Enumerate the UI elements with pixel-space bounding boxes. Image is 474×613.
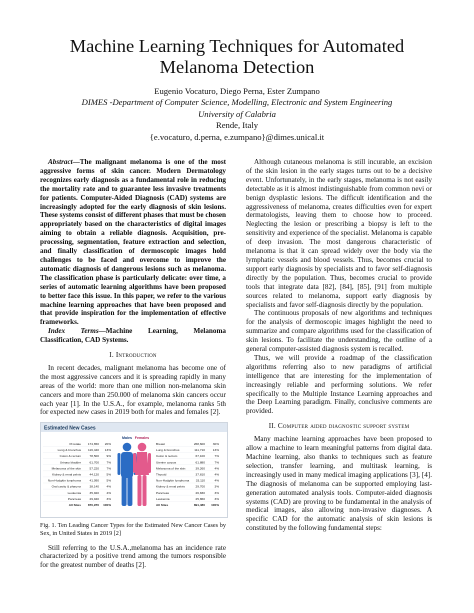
female-site: Leukemia bbox=[156, 497, 170, 502]
female-cases: 37,810 bbox=[195, 472, 205, 477]
left-column bbox=[40, 158, 226, 570]
author-university: University of Calabria bbox=[198, 108, 276, 119]
female-row bbox=[156, 442, 219, 446]
male-site: Lung & bronchus bbox=[57, 448, 81, 453]
female-row bbox=[156, 473, 219, 477]
male-site: All Sites bbox=[68, 503, 81, 508]
male-silhouette-icon bbox=[118, 443, 137, 506]
male-cases: 174,650 bbox=[87, 442, 99, 447]
male-site: Prostate bbox=[69, 442, 81, 447]
female-table bbox=[156, 442, 219, 507]
male-site: Urinary bladder bbox=[59, 460, 81, 465]
female-pct: 30% bbox=[212, 442, 219, 447]
female-site: All Sites bbox=[156, 503, 169, 508]
female-row bbox=[156, 461, 219, 465]
female-pct: 4% bbox=[214, 466, 219, 471]
male-pct: 20% bbox=[104, 442, 111, 447]
author-names: Eugenio Vocaturo, Diego Perna, Ester Zumpano bbox=[154, 86, 320, 96]
male-site: Colon & rectum bbox=[59, 454, 81, 459]
male-row bbox=[43, 448, 111, 452]
intro-paragraph-2: Still referring to the U.S.A.,melanoma has an incidence rate characterized by a positive trend among the tumors responsible for the greatest number of deaths [2]. bbox=[40, 543, 226, 570]
section-heading-introduction: I. Introduction bbox=[109, 351, 157, 360]
body-paragraph: Many machine learning approaches have been proposed to allow a machine to learn meaningful patterns from digital data. Machine learning, also thanks to techniques such as feature selection, transfer learning, and multitask learning, is increasingly used in many medical imaging applications [3], [4]. The diagnosis of melanoma can be supported employing last-generation automated analysis tools. Computer-aided diagnosis systems (CAD) are proving to be fundamental in the analysis of medical images, also allowing non-invasive diagnoses. A specific CAD for the automatic analysis of skin lesions is constituted by the following fundamental steps: bbox=[246, 435, 432, 533]
female-cases: 61,880 bbox=[195, 460, 205, 465]
male-pct: 9% bbox=[106, 454, 111, 459]
body-paragraph: The continuous proposals of new algorithms and techniques for the analysis of dermoscopic images highlight the need to summarize and compare algorithms used for the classification of skin lesions. To facilitate the understanding, the outline of a general computer-assisted diagnosis system is recalled. bbox=[246, 309, 432, 354]
author-department: DIMES -Department of Computer Science, Modelling, Electronic and System Engineering bbox=[81, 97, 393, 108]
female-row bbox=[156, 497, 219, 501]
male-cases: 35,920 bbox=[89, 491, 99, 496]
right-column bbox=[246, 158, 432, 533]
male-table bbox=[43, 442, 111, 507]
female-pct: 3% bbox=[214, 485, 219, 490]
male-row bbox=[43, 455, 111, 459]
male-row bbox=[43, 497, 111, 501]
male-cases: 78,500 bbox=[89, 454, 99, 459]
male-cases: 38,140 bbox=[89, 485, 99, 490]
female-site: Lung & bronchus bbox=[156, 448, 180, 453]
male-pct: 5% bbox=[106, 472, 111, 477]
paper-title: Machine Learning Techniques for Automated Melanoma Detection bbox=[69, 36, 405, 77]
abstract-text: —The malignant melanoma is one of the most aggressive forms of skin cancer. Modern Dermatology recognizes early diagnosis as a fundamental role in reducing the mortality rate and to guarantee less invasive treatments for patients. Computer-Aided Diagnosis (CAD) systems are increasingly adopted for the early diagnosis of skin lesions. These systems consist of different phases that must be chosen appropriately based on the characteristics of digital images aiming to obtain a reliable diagnosis. Acquisition, pre-processing, segmentation, feature extraction and selection, and finally classification of dermoscopic images hold challenges to be faced and overcome to improve the automatic diagnosis of dangerous lesions such as melanoma. The classification phase is particularly delicate: over time, a series of automatic learning algorithms have been proposed to better face this issue. In this paper, we refer to the various machine learning approaches that have been proposed and that provide inspiration for the implementation of effective frameworks. bbox=[40, 158, 226, 327]
figure-image bbox=[41, 423, 227, 517]
female-site: Colon & rectum bbox=[156, 454, 178, 459]
figure-header: Estimated New Cases bbox=[44, 425, 96, 432]
male-pct: 3% bbox=[106, 497, 111, 502]
male-site: Leukemia bbox=[67, 491, 81, 496]
female-row bbox=[156, 479, 219, 483]
female-site: Uterine corpus bbox=[156, 460, 177, 465]
figure-cancer-cases bbox=[40, 422, 228, 518]
body-paragraph: Thus, we will provide a roadmap of the classification algorithms referring also to new paradigms of artificial intelligence that are interesting for the implementation of increasingly reliable and performing solutions. We refer specifically to the Multiple Instance Learning approaches and the Deep Learning paradigm. Finally, conclusive comments are provided. bbox=[246, 353, 432, 416]
male-pct: 4% bbox=[106, 491, 111, 496]
male-cases: 57,220 bbox=[89, 466, 99, 471]
female-row bbox=[156, 455, 219, 459]
male-cases: 44,120 bbox=[89, 472, 99, 477]
author-emails: {e.vocaturo, d.perna, e.zumpano}@dimes.unical.it bbox=[149, 131, 325, 142]
section-heading-cad: II. Computer aided diagnostic support system bbox=[268, 422, 410, 431]
male-site: Non-Hodgkin lymphoma bbox=[47, 478, 81, 483]
male-row bbox=[43, 467, 111, 471]
female-cases: 268,600 bbox=[193, 442, 205, 447]
male-row bbox=[43, 479, 111, 483]
female-cases: 111,710 bbox=[194, 448, 205, 453]
female-silhouette-icon bbox=[133, 443, 151, 506]
female-cases: 67,100 bbox=[195, 454, 205, 459]
female-cases: 29,700 bbox=[195, 485, 205, 490]
female-pct: 7% bbox=[214, 460, 219, 465]
male-cases: 41,090 bbox=[89, 478, 99, 483]
male-row bbox=[69, 503, 111, 507]
male-cases: 61,700 bbox=[89, 460, 99, 465]
figure-caption: Fig. 1. Ten Leading Cancer Types for the Estimated New Cancer Cases by Sex, in United States in 2019 [2] bbox=[40, 522, 226, 537]
author-city: Rende, Italy bbox=[216, 120, 258, 131]
male-row bbox=[43, 485, 111, 489]
female-pct: 7% bbox=[214, 454, 219, 459]
female-cases: 25,860 bbox=[195, 497, 205, 502]
female-row bbox=[156, 448, 219, 452]
female-row bbox=[156, 485, 219, 489]
female-site: Non-Hodgkin lymphoma bbox=[156, 478, 190, 483]
body-paragraph: Although cutaneous melanoma is still incurable, an excision of the skin lesion in the early stages turns out to be a decisive event. Unfortunately, in the early stages, melanoma is not easily detectable as it is almost indistinguishable from common nevi or benign dysplastic lesions. The difficult identification and the aggressiveness of melanoma, creates difficulties even for expert dermatologists, leaving them to choose how to proceed. Neglecting the lesion or prescribing a biopsy is left to the sensitivity and experience of the specialist. Melanoma is capable of deep invasion. The most dangerous characteristic of melanoma is that it can spread widely over the body via the lymphatic vessels and blood vessels. Thus, becomes crucial to support early diagnosis by specialists and to favor self-diagnosis directly by the population. Thus, becomes crucial to provide tools that integrate data [82], [84], [85], [91] from multiple sources related to melanoma, support early diagnosis by specialists and favor self-diagnosis directly by the population. bbox=[246, 158, 432, 309]
female-pct: 3% bbox=[214, 497, 219, 502]
female-pct: 4% bbox=[214, 478, 219, 483]
male-cases: 29,940 bbox=[89, 497, 99, 502]
abstract bbox=[40, 158, 226, 327]
male-cases: 116,440 bbox=[88, 448, 99, 453]
author-block bbox=[40, 86, 434, 143]
male-pct: 5% bbox=[106, 478, 111, 483]
female-site: Thyroid bbox=[156, 472, 167, 477]
female-pct: 100% bbox=[211, 503, 219, 508]
male-row bbox=[43, 491, 111, 495]
male-row bbox=[43, 473, 111, 477]
female-cases: 33,110 bbox=[195, 478, 205, 483]
male-pct: 100% bbox=[103, 503, 111, 508]
male-site: Kidney & renal pelvis bbox=[52, 472, 81, 477]
female-site: Breast bbox=[156, 442, 165, 447]
female-cases: 891,480 bbox=[193, 503, 205, 508]
males-label: Males bbox=[122, 436, 132, 441]
female-row bbox=[156, 467, 219, 471]
index-terms-lead: Index Terms bbox=[48, 327, 99, 336]
index-terms-text: —Machine Learning, Melanoma Classification, CAD Systems. bbox=[40, 327, 226, 345]
male-pct: 7% bbox=[106, 460, 111, 465]
male-row bbox=[43, 461, 111, 465]
female-row bbox=[156, 491, 219, 495]
male-pct: 13% bbox=[104, 448, 111, 453]
abstract-lead: Abstract bbox=[48, 158, 73, 166]
female-cases: 39,260 bbox=[195, 466, 205, 471]
male-site: Melanoma of the skin bbox=[51, 466, 81, 471]
male-pct: 7% bbox=[106, 466, 111, 471]
male-cases: 870,970 bbox=[87, 503, 99, 508]
female-site: Melanoma of the skin bbox=[156, 466, 186, 471]
female-row bbox=[156, 503, 219, 507]
female-cases: 26,830 bbox=[195, 491, 205, 496]
intro-paragraph: In recent decades, malignant melanoma has become one of the most aggressive cancers and it is spreading rapidly in many areas of the world: more than one million non-melanoma skin cancers and more than 250.000 of melanoma skin cancers occur each year [1]. In the U.S.A., for example, melanoma ranks 5th for expected new cases in 2019 both for males and females [2]. bbox=[40, 363, 226, 417]
male-pct: 4% bbox=[106, 485, 111, 490]
male-site: Oral cavity & pharynx bbox=[51, 485, 81, 490]
females-label: Females bbox=[134, 436, 150, 441]
index-terms bbox=[40, 327, 226, 345]
female-site: Pancreas bbox=[156, 491, 170, 496]
female-pct: 4% bbox=[214, 472, 219, 477]
female-pct: 13% bbox=[212, 448, 219, 453]
female-pct: 3% bbox=[214, 491, 219, 496]
male-site: Pancreas bbox=[67, 497, 81, 502]
male-row bbox=[43, 442, 111, 446]
female-site: Kidney & renal pelvis bbox=[156, 485, 185, 490]
